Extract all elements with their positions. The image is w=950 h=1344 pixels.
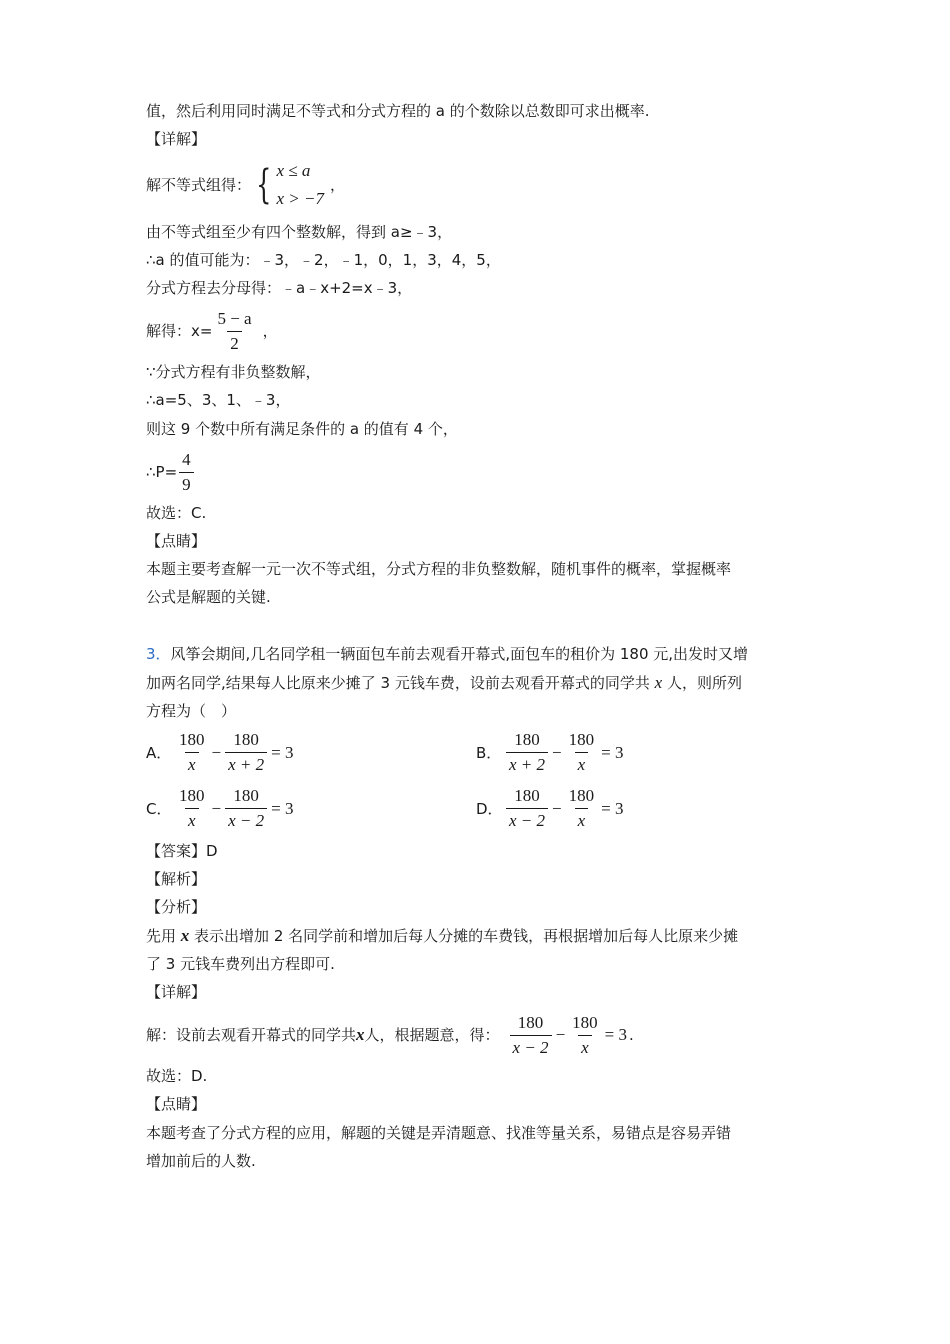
denominator: 9 bbox=[179, 472, 194, 496]
variable-x: x bbox=[654, 673, 663, 692]
numerator: 180 bbox=[179, 730, 205, 749]
minus-sign: − bbox=[552, 798, 562, 818]
inequality-system-line bbox=[146, 160, 345, 210]
question-line bbox=[146, 644, 748, 664]
solution-fraction-line bbox=[146, 306, 278, 356]
section-heading-detail: 【详解】 bbox=[146, 983, 207, 1001]
section-heading-detail: 【详解】 bbox=[146, 130, 207, 148]
inequality-system bbox=[251, 157, 324, 213]
variable-x: x bbox=[180, 926, 190, 945]
fraction bbox=[179, 449, 194, 496]
question-text: 加两名同学,结果每人比原来少摊了 3 元钱车费，设前去观看开幕式的同学共 bbox=[146, 674, 655, 692]
option-a[interactable] bbox=[146, 729, 295, 776]
numerator: 180 bbox=[572, 1012, 598, 1032]
text: 表示出增加 2 名同学前和增加后每人分摊的车费钱，再根据增加后每人比原来少摊 bbox=[189, 927, 739, 945]
numerator: 180 bbox=[514, 730, 540, 749]
text: . bbox=[629, 1026, 634, 1044]
question-text: 风筝会期间,几名同学租一辆面包车前去观看开幕式,面包车的租价为 180 元,出发时又增 bbox=[170, 645, 749, 663]
text: 人，根据题意，得： bbox=[364, 1026, 500, 1044]
numerator: 180 bbox=[517, 1012, 544, 1032]
text-suffix: ， bbox=[329, 176, 345, 194]
denominator: 2 bbox=[227, 331, 242, 355]
denominator: x + 2 bbox=[225, 752, 267, 776]
text-line: ∵分式方程有非负整数解， bbox=[146, 363, 321, 381]
text-line: 分式方程去分母得：﹣a﹣x+2=x﹣3， bbox=[146, 279, 413, 297]
probability-line bbox=[146, 448, 196, 496]
solution-line bbox=[146, 1010, 634, 1060]
question-number: 3． bbox=[146, 645, 171, 663]
question-line: 方程为（ ） bbox=[146, 702, 237, 720]
denominator: x − 2 bbox=[506, 808, 548, 832]
text-line: 值，然后利用同时满足不等式和分式方程的 a 的个数除以总数即可求出概率. bbox=[146, 102, 650, 120]
option-d[interactable] bbox=[476, 785, 625, 832]
minus-sign: − bbox=[555, 1025, 566, 1044]
equals-rhs: = 3 bbox=[271, 742, 294, 762]
minus-sign: − bbox=[552, 742, 562, 762]
denominator: x − 2 bbox=[225, 808, 267, 832]
minus-sign: − bbox=[211, 742, 222, 762]
variable-x: x bbox=[356, 1025, 365, 1044]
fraction bbox=[214, 308, 254, 355]
text-prefix: 解得：x= bbox=[146, 322, 213, 340]
denominator: x bbox=[575, 808, 589, 832]
text-line: ∴a 的值可能为：﹣3，﹣2，﹣1，0，1，3，4，5， bbox=[146, 251, 501, 269]
text-line: 本题考查了分式方程的应用，解题的关键是弄清题意、找准等量关系，易错点是容易弄错 bbox=[146, 1124, 732, 1142]
text-line: 由不等式组至少有四个整数解，得到 a≥﹣3， bbox=[146, 223, 453, 241]
inequality-2: x > −7 bbox=[276, 189, 324, 208]
denominator: x bbox=[578, 1035, 592, 1059]
text-prefix: ∴P= bbox=[146, 463, 178, 481]
option-label: C． bbox=[146, 800, 172, 818]
text-prefix: 解不等式组得： bbox=[146, 176, 252, 194]
numerator: 180 bbox=[568, 730, 595, 749]
denominator: x bbox=[575, 752, 589, 776]
analysis-line bbox=[146, 926, 738, 946]
denominator: x bbox=[185, 808, 199, 832]
equals-rhs: = 3 bbox=[601, 742, 624, 762]
section-heading-analysis: 【解析】 bbox=[146, 870, 207, 888]
option-b[interactable] bbox=[476, 729, 625, 776]
analysis-line: 了 3 元钱车费列出方程即可. bbox=[146, 955, 335, 973]
option-c[interactable] bbox=[146, 785, 295, 832]
numerator: 180 bbox=[514, 786, 540, 805]
numerator: 180 bbox=[233, 730, 259, 749]
equals-rhs: = 3 bbox=[601, 798, 624, 818]
denominator: x − 2 bbox=[510, 1035, 552, 1059]
section-heading-comment: 【点睛】 bbox=[146, 1095, 207, 1113]
option-label: D． bbox=[476, 800, 503, 818]
text-suffix: ， bbox=[262, 322, 278, 340]
text: 先用 bbox=[146, 927, 181, 945]
answer-line: 【答案】D bbox=[146, 842, 218, 860]
question-line bbox=[146, 673, 742, 693]
option-label: B． bbox=[476, 744, 502, 762]
equals-rhs: = 3 bbox=[271, 798, 294, 818]
text: 解：设前去观看开幕式的同学共 bbox=[146, 1026, 357, 1044]
equals-rhs: = 3 bbox=[604, 1025, 627, 1044]
left-brace-icon: { bbox=[256, 162, 272, 208]
numerator: 180 bbox=[179, 786, 205, 805]
question-text: 人，则所列 bbox=[662, 674, 742, 692]
section-heading-fenxi: 【分析】 bbox=[146, 898, 207, 916]
text-line: 公式是解题的关键. bbox=[146, 588, 271, 606]
numerator: 4 bbox=[182, 449, 191, 469]
minus-sign: − bbox=[211, 798, 222, 818]
inequality-1: x ≤ a bbox=[276, 161, 311, 180]
denominator: x bbox=[185, 752, 199, 776]
text-line: 本题主要考查解一元一次不等式组，分式方程的非负整数解，随机事件的概率，掌握概率 bbox=[146, 560, 732, 578]
numerator: 5 − a bbox=[217, 308, 252, 328]
option-label: A． bbox=[146, 744, 172, 762]
text-line: 故选：D. bbox=[146, 1067, 208, 1085]
numerator: 180 bbox=[568, 786, 595, 805]
text-line: 故选：C. bbox=[146, 504, 207, 522]
text-line: ∴a=5、3、1、﹣3， bbox=[146, 391, 291, 409]
text-line: 则这 9 个数中所有满足条件的 a 的值有 4 个， bbox=[146, 420, 458, 438]
denominator: x + 2 bbox=[506, 752, 548, 776]
numerator: 180 bbox=[233, 786, 259, 805]
text-line: 增加前后的人数. bbox=[146, 1152, 256, 1170]
section-heading-comment: 【点睛】 bbox=[146, 532, 207, 550]
